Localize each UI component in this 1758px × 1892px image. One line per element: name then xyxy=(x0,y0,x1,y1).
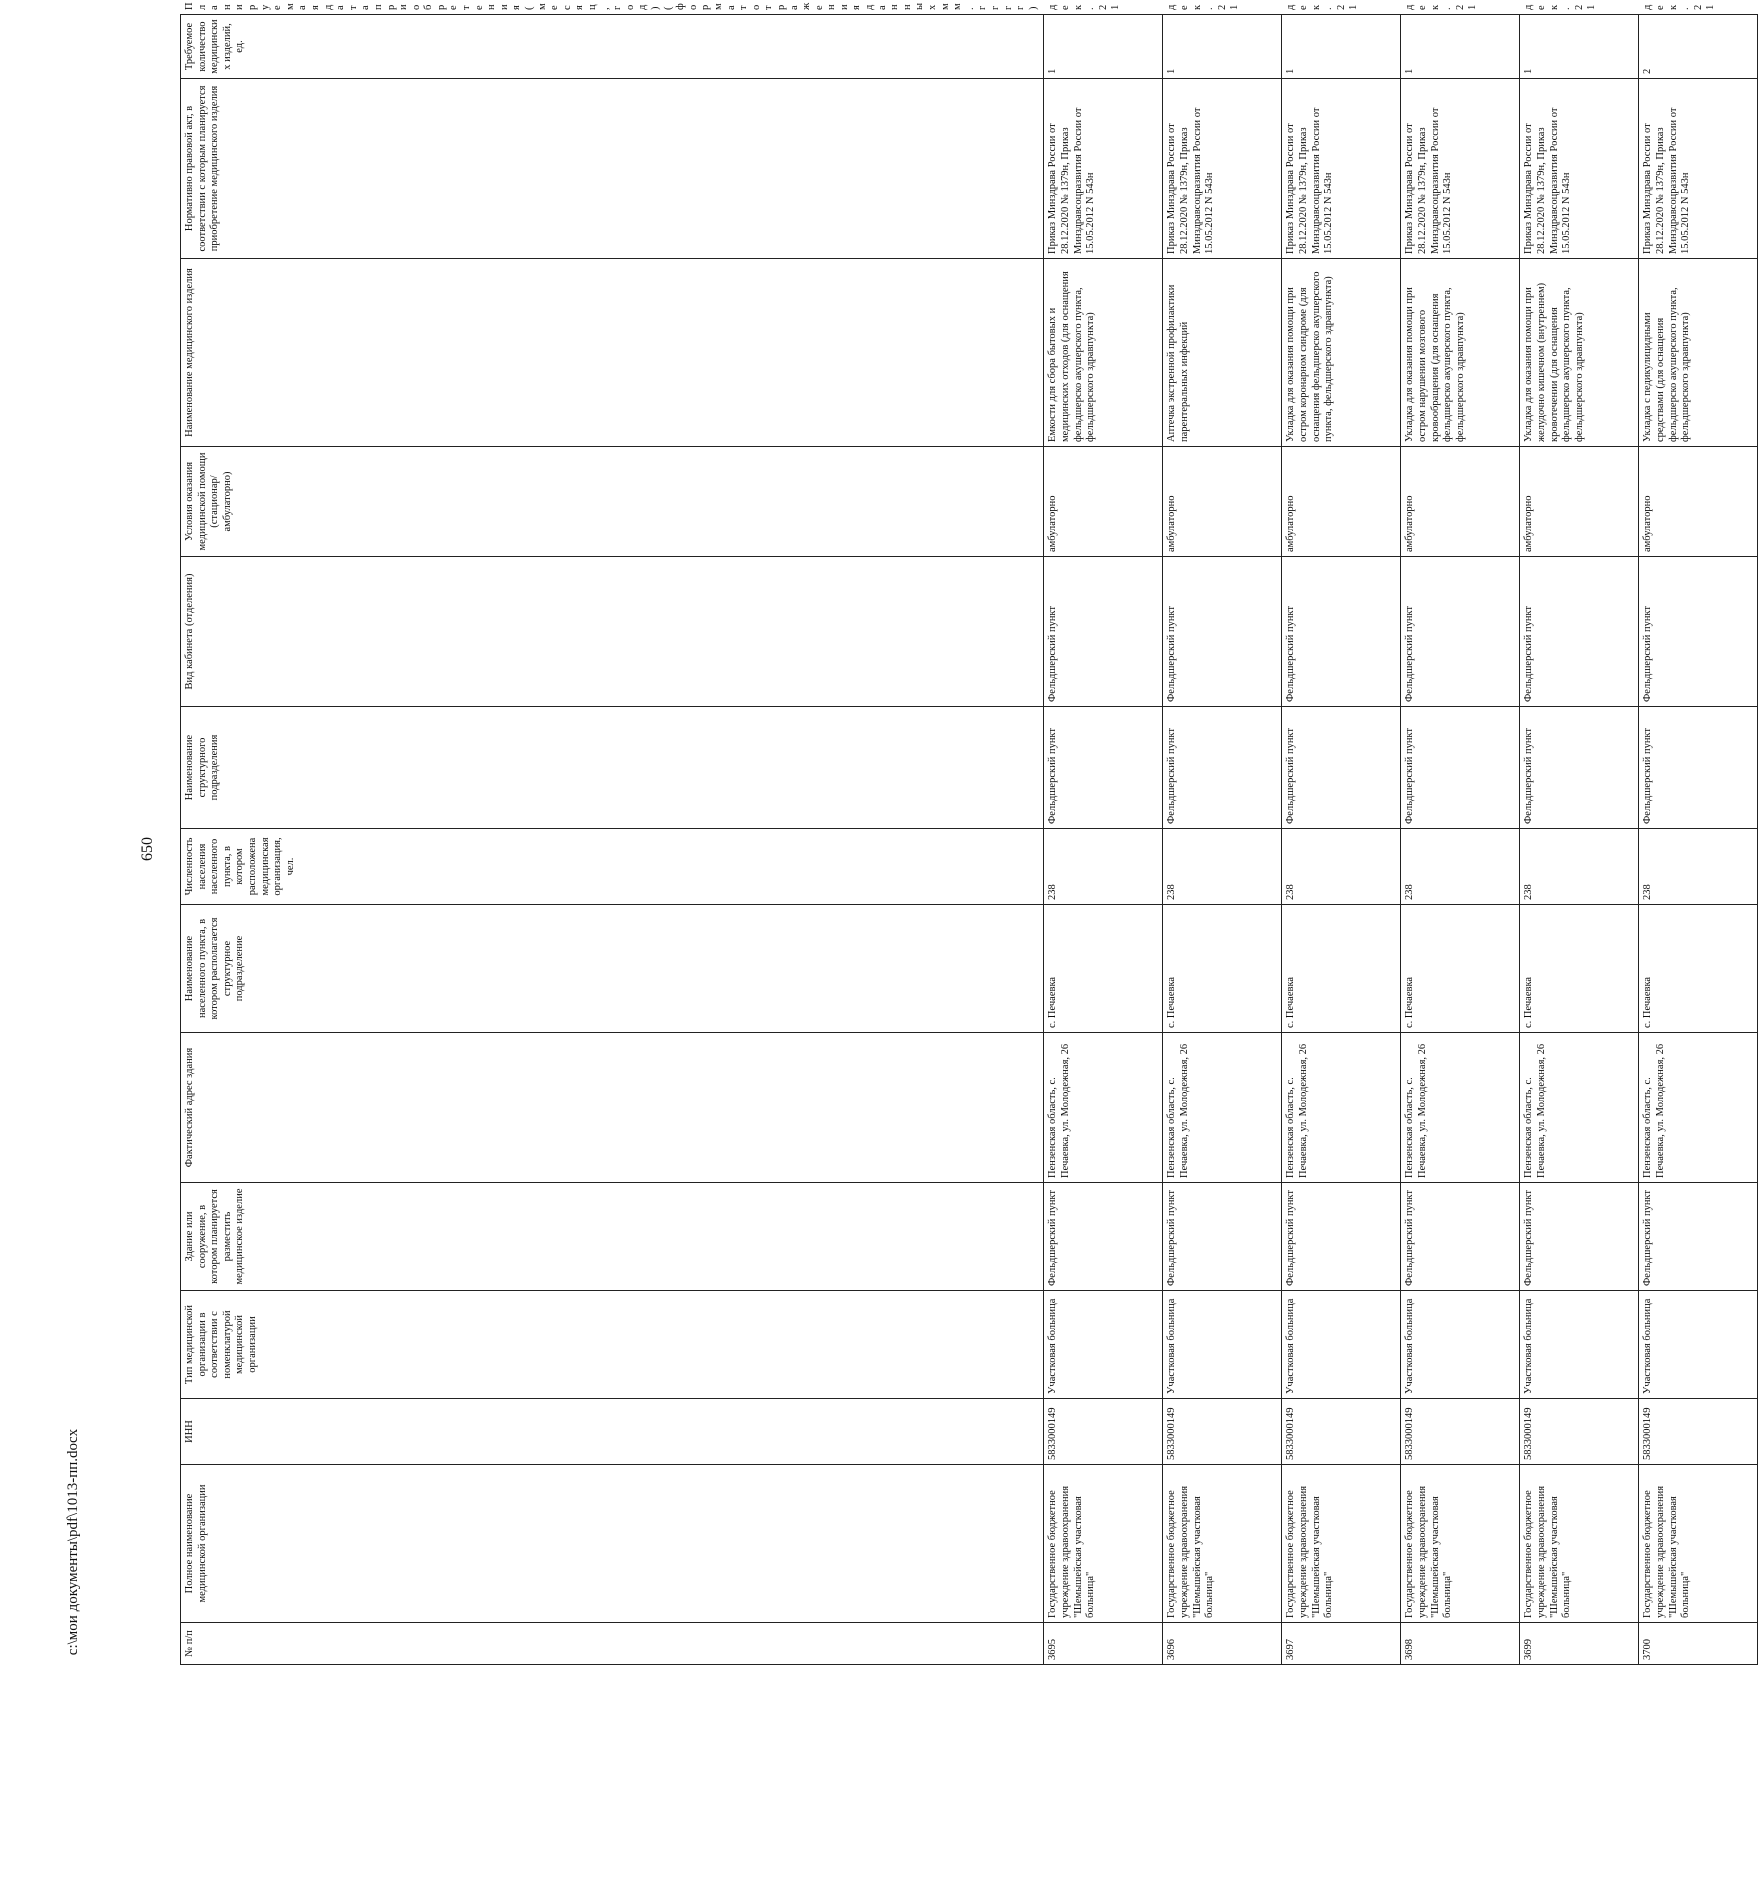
address-cell: Пензенская область, с. Печаевка, ул. Молодежная, 26 xyxy=(1163,1033,1282,1183)
row-number-cell: 3698 xyxy=(1401,1623,1520,1665)
header-cell: Численность населения населенного пункта, в котором расположена медицинская организация, чел. xyxy=(181,829,1044,905)
legal-act-cell: Приказ Минздрава России от 28.12.2020 № 1379н, Приказ Минздравсоцразвития России от 15.05.2012 N 543н xyxy=(1401,79,1520,259)
header-cell: ИНН xyxy=(181,1399,1044,1465)
org-name-cell: Государственное бюджетное учреждение здравоохранения "Шемышейская участковая больница" xyxy=(1282,1465,1401,1623)
table-row: 3699 Государственное бюджетное учреждение здравоохранения "Шемышейская участковая больница" 5833000149 Участковая больница Фельдшерский пункт Пензенская область, с. Печаевка, ул. Молодежная, 26 с. Печаевка 238 Фельдшерский пункт Фельдшерский пункт амбулаторно Укладка для оказания помощи при желудочно кишечном (внутреннем) кровотечении (для оснащения фельдшерско акушерского пункта, фельдшерского здравпункта) Приказ Минздрава России от 28.12.2020 № 1379н, Приказ Минздравсоцразвития России от 15.05.2012 N 543н 1 дек.21 xyxy=(1520,15,1639,1665)
header-cell: Тип медицинской организации в соответствии с номенклатурой медицинской организации xyxy=(181,1291,1044,1399)
org-name-cell: Государственное бюджетное учреждение здравоохранения "Шемышейская участковая больница" xyxy=(1401,1465,1520,1623)
device-name-cell: Аптечка экстренной профилактики парентеральных инфекций xyxy=(1163,259,1282,447)
org-type-cell: Участковая больница xyxy=(1639,1291,1758,1399)
care-conditions-cell: амбулаторно xyxy=(1163,447,1282,557)
inn-cell: 5833000149 xyxy=(1282,1399,1401,1465)
quantity-cell: 1 xyxy=(1520,15,1639,79)
org-type-cell: Участковая больница xyxy=(1282,1291,1401,1399)
quantity-cell: 1 xyxy=(1044,15,1163,79)
building-cell: Фельдшерский пункт xyxy=(1520,1183,1639,1291)
header-cell: Наименование структурного подразделения xyxy=(181,707,1044,829)
header-cell: Фактический адрес здания xyxy=(181,1033,1044,1183)
division-name-cell: Фельдшерский пункт xyxy=(1401,707,1520,829)
row-number-cell: 3700 xyxy=(1639,1623,1758,1665)
org-type-cell: Участковая больница xyxy=(1401,1291,1520,1399)
care-conditions-cell: амбулаторно xyxy=(1401,447,1520,557)
division-name-cell: Фельдшерский пункт xyxy=(1163,707,1282,829)
quantity-cell: 1 xyxy=(1163,15,1282,79)
division-name-cell: Фельдшерский пункт xyxy=(1044,707,1163,829)
equipment-table-container xyxy=(180,2,1717,1665)
quantity-cell: 1 xyxy=(1282,15,1401,79)
address-cell: Пензенская область, с. Печаевка, ул. Молодежная, 26 xyxy=(1044,1033,1163,1183)
org-name-cell: Государственное бюджетное учреждение здравоохранения "Шемышейская участковая больница" xyxy=(1044,1465,1163,1623)
care-conditions-cell: амбулаторно xyxy=(1520,447,1639,557)
header-cell: № п/п xyxy=(181,1623,1044,1665)
population-cell: 238 xyxy=(1163,829,1282,905)
division-name-cell: Фельдшерский пункт xyxy=(1639,707,1758,829)
legal-act-cell: Приказ Минздрава России от 28.12.2020 № 1379н, Приказ Минздравсоцразвития России от 15.05.2012 N 543н xyxy=(1044,79,1163,259)
building-cell: Фельдшерский пункт xyxy=(1282,1183,1401,1291)
table-row: 3698 Государственное бюджетное учреждение здравоохранения "Шемышейская участковая больница" 5833000149 Участковая больница Фельдшерский пункт Пензенская область, с. Печаевка, ул. Молодежная, 26 с. Печаевка 238 Фельдшерский пункт Фельдшерский пункт амбулаторно Укладка для оказания помощи при остром нарушении мозгового кровообращения (для оснащения фельдшерско акушерского пункта, фельдшерского здравпункта) Приказ Минздрава России от 28.12.2020 № 1379н, Приказ Минздравсоцразвития России от 15.05.2012 N 543н 1 дек.21 xyxy=(1401,15,1520,1665)
device-name-cell: Укладка с педикулицидными средствами (для оснащения фельдшерско акушерского пункта, фельдшерского здравпункта) xyxy=(1639,259,1758,447)
table-row: 3700 Государственное бюджетное учреждение здравоохранения "Шемышейская участковая больница" 5833000149 Участковая больница Фельдшерский пункт Пензенская область, с. Печаевка, ул. Молодежная, 26 с. Печаевка 238 Фельдшерский пункт Фельдшерский пункт амбулаторно Укладка с педикулицидными средствами (для оснащения фельдшерско акушерского пункта, фельдшерского здравпункта) Приказ Минздрава России от 28.12.2020 № 1379н, Приказ Минздравсоцразвития России от 15.05.2012 N 543н 2 дек.21 xyxy=(1639,15,1758,1665)
cabinet-type-cell: Фельдшерский пункт xyxy=(1520,557,1639,707)
legal-act-cell: Приказ Минздрава России от 28.12.2020 № 1379н, Приказ Минздравсоцразвития России от 15.05.2012 N 543н xyxy=(1639,79,1758,259)
row-number-cell: 3696 xyxy=(1163,1623,1282,1665)
row-number-cell: 3695 xyxy=(1044,1623,1163,1665)
cabinet-type-cell: Фельдшерский пункт xyxy=(1639,557,1758,707)
building-cell: Фельдшерский пункт xyxy=(1044,1183,1163,1291)
equipment-table xyxy=(180,2,1758,1665)
header-cell: Условия оказания медицинской помощи (стационар/амбулаторно) xyxy=(181,447,1044,557)
device-name-cell: Укладка для оказания помощи при остром нарушении мозгового кровообращения (для оснащения фельдшерско акушерского пункта, фельдшерского здравпункта) xyxy=(1401,259,1520,447)
division-name-cell: Фельдшерский пункт xyxy=(1520,707,1639,829)
device-name-cell: Емкости для сбора бытовых и медицинских отходов (для оснащения фельдшерско акушерского пункта, фельдшерского здравпункта) xyxy=(1044,259,1163,447)
org-name-cell: Государственное бюджетное учреждение здравоохранения "Шемышейская участковая больница" xyxy=(1520,1465,1639,1623)
header-cell: Наименование населенного пункта, в котором располагается структурное подразделение xyxy=(181,905,1044,1033)
address-cell: Пензенская область, с. Печаевка, ул. Молодежная, 26 xyxy=(1639,1033,1758,1183)
row-number-cell: 3697 xyxy=(1282,1623,1401,1665)
population-cell: 238 xyxy=(1401,829,1520,905)
inn-cell: 5833000149 xyxy=(1639,1399,1758,1465)
device-name-cell: Укладка для оказания помощи при желудочно кишечном (внутреннем) кровотечении (для оснащения фельдшерско акушерского пункта, фельдшерского здравпункта) xyxy=(1520,259,1639,447)
table-row: 3695 Государственное бюджетное учреждение здравоохранения "Шемышейская участковая больница" 5833000149 Участковая больница Фельдшерский пункт Пензенская область, с. Печаевка, ул. Молодежная, 26 с. Печаевка 238 Фельдшерский пункт Фельдшерский пункт амбулаторно Емкости для сбора бытовых и медицинских отходов (для оснащения фельдшерско акушерского пункта, фельдшерского здравпункта) Приказ Минздрава России от 28.12.2020 № 1379н, Приказ Минздравсоцразвития России от 15.05.2012 N 543н 1 дек.21 xyxy=(1044,15,1163,1665)
org-name-cell: Государственное бюджетное учреждение здравоохранения "Шемышейская участковая больница" xyxy=(1163,1465,1282,1623)
care-conditions-cell: амбулаторно xyxy=(1044,447,1163,557)
settlement-cell: с. Печаевка xyxy=(1163,905,1282,1033)
settlement-cell: с. Печаевка xyxy=(1044,905,1163,1033)
quantity-cell: 2 xyxy=(1639,15,1758,79)
address-cell: Пензенская область, с. Печаевка, ул. Молодежная, 26 xyxy=(1401,1033,1520,1183)
org-type-cell: Участковая больница xyxy=(1163,1291,1282,1399)
settlement-cell: с. Печаевка xyxy=(1639,905,1758,1033)
population-cell: 238 xyxy=(1520,829,1639,905)
header-cell: Нормативно правовой акт, в соответствии с которым планируется приобретение медицинского изделия xyxy=(181,79,1044,259)
population-cell: 238 xyxy=(1639,829,1758,905)
inn-cell: 5833000149 xyxy=(1401,1399,1520,1465)
legal-act-cell: Приказ Минздрава России от 28.12.2020 № 1379н, Приказ Минздравсоцразвития России от 15.05.2012 N 543н xyxy=(1282,79,1401,259)
device-name-cell: Укладка для оказания помощи при остром коронарном синдроме (для оснащения фельдшерско акушерского пункта, фельдшерского здравпункта) xyxy=(1282,259,1401,447)
cabinet-type-cell: Фельдшерский пункт xyxy=(1282,557,1401,707)
file-path-footer: c:\мои документы\pdf\1013-пп.docx xyxy=(65,1428,81,1656)
building-cell: Фельдшерский пункт xyxy=(1639,1183,1758,1291)
settlement-cell: с. Печаевка xyxy=(1520,905,1639,1033)
address-cell: Пензенская область, с. Печаевка, ул. Молодежная, 26 xyxy=(1520,1033,1639,1183)
address-cell: Пензенская область, с. Печаевка, ул. Молодежная, 26 xyxy=(1282,1033,1401,1183)
division-name-cell: Фельдшерский пункт xyxy=(1282,707,1401,829)
building-cell: Фельдшерский пункт xyxy=(1401,1183,1520,1291)
inn-cell: 5833000149 xyxy=(1520,1399,1639,1465)
population-cell: 238 xyxy=(1282,829,1401,905)
table-row: 3696 Государственное бюджетное учреждение здравоохранения "Шемышейская участковая больница" 5833000149 Участковая больница Фельдшерский пункт Пензенская область, с. Печаевка, ул. Молодежная, 26 с. Печаевка 238 Фельдшерский пункт Фельдшерский пункт амбулаторно Аптечка экстренной профилактики парентеральных инфекций Приказ Минздрава России от 28.12.2020 № 1379н, Приказ Минздравсоцразвития России от 15.05.2012 N 543н 1 дек.21 xyxy=(1163,15,1282,1665)
header-cell: Здание или сооружение, в котором планируется разместить медицинское изделие xyxy=(181,1183,1044,1291)
quantity-cell: 1 xyxy=(1401,15,1520,79)
table-row: 3697 Государственное бюджетное учреждение здравоохранения "Шемышейская участковая больница" 5833000149 Участковая больница Фельдшерский пункт Пензенская область, с. Печаевка, ул. Молодежная, 26 с. Печаевка 238 Фельдшерский пункт Фельдшерский пункт амбулаторно Укладка для оказания помощи при остром коронарном синдроме (для оснащения фельдшерско акушерского пункта, фельдшерского здравпункта) Приказ Минздрава России от 28.12.2020 № 1379н, Приказ Минздравсоцразвития России от 15.05.2012 N 543н 1 дек.21 xyxy=(1282,15,1401,1665)
header-cell: Наименование медицинского изделия xyxy=(181,259,1044,447)
inn-cell: 5833000149 xyxy=(1163,1399,1282,1465)
settlement-cell: с. Печаевка xyxy=(1282,905,1401,1033)
header-cell: Полное наименование медицинской организации xyxy=(181,1465,1044,1623)
population-cell: 238 xyxy=(1044,829,1163,905)
care-conditions-cell: амбулаторно xyxy=(1639,447,1758,557)
row-number-cell: 3699 xyxy=(1520,1623,1639,1665)
building-cell: Фельдшерский пункт xyxy=(1163,1183,1282,1291)
cabinet-type-cell: Фельдшерский пункт xyxy=(1163,557,1282,707)
settlement-cell: с. Печаевка xyxy=(1401,905,1520,1033)
org-type-cell: Участковая больница xyxy=(1520,1291,1639,1399)
inn-cell: 5833000149 xyxy=(1044,1399,1163,1465)
cabinet-type-cell: Фельдшерский пункт xyxy=(1044,557,1163,707)
legal-act-cell: Приказ Минздрава России от 28.12.2020 № 1379н, Приказ Минздравсоцразвития России от 15.05.2012 N 543н xyxy=(1520,79,1639,259)
care-conditions-cell: амбулаторно xyxy=(1282,447,1401,557)
header-cell: Вид кабинета (отделения) xyxy=(181,557,1044,707)
header-row: № п/п Полное наименование медицинской организации ИНН Тип медицинской организации в соответствии с номенклатурой медицинской организации Здание или сооружение, в котором планируется разместить медицинское изделие Фактический адрес здания Наименование населенного пункта, в котором располагается структурное подразделение Численность населения населенного пункта, в котором расположена медицинская организация, чел. Наименование структурного подразделения Вид кабинета (отделения) Условия оказания медицинской помощи (стационар/амбулаторно) Наименование медицинского изделия Нормативно правовой акт, в соответствии с которым планируется приобретение медицинского изделия Требуемое количество медицинских изделий, ед. Планируемая дата приобретения (месяц, год) (формат отражения данных мм. гггг) xyxy=(181,15,1044,1665)
legal-act-cell: Приказ Минздрава России от 28.12.2020 № 1379н, Приказ Минздравсоцразвития России от 15.05.2012 N 543н xyxy=(1163,79,1282,259)
org-type-cell: Участковая больница xyxy=(1044,1291,1163,1399)
cabinet-type-cell: Фельдшерский пункт xyxy=(1401,557,1520,707)
page-number: 650 xyxy=(139,837,156,861)
org-name-cell: Государственное бюджетное учреждение здравоохранения "Шемышейская участковая больница" xyxy=(1639,1465,1758,1623)
header-cell: Требуемое количество медицинских изделий, ед. xyxy=(181,15,1044,79)
